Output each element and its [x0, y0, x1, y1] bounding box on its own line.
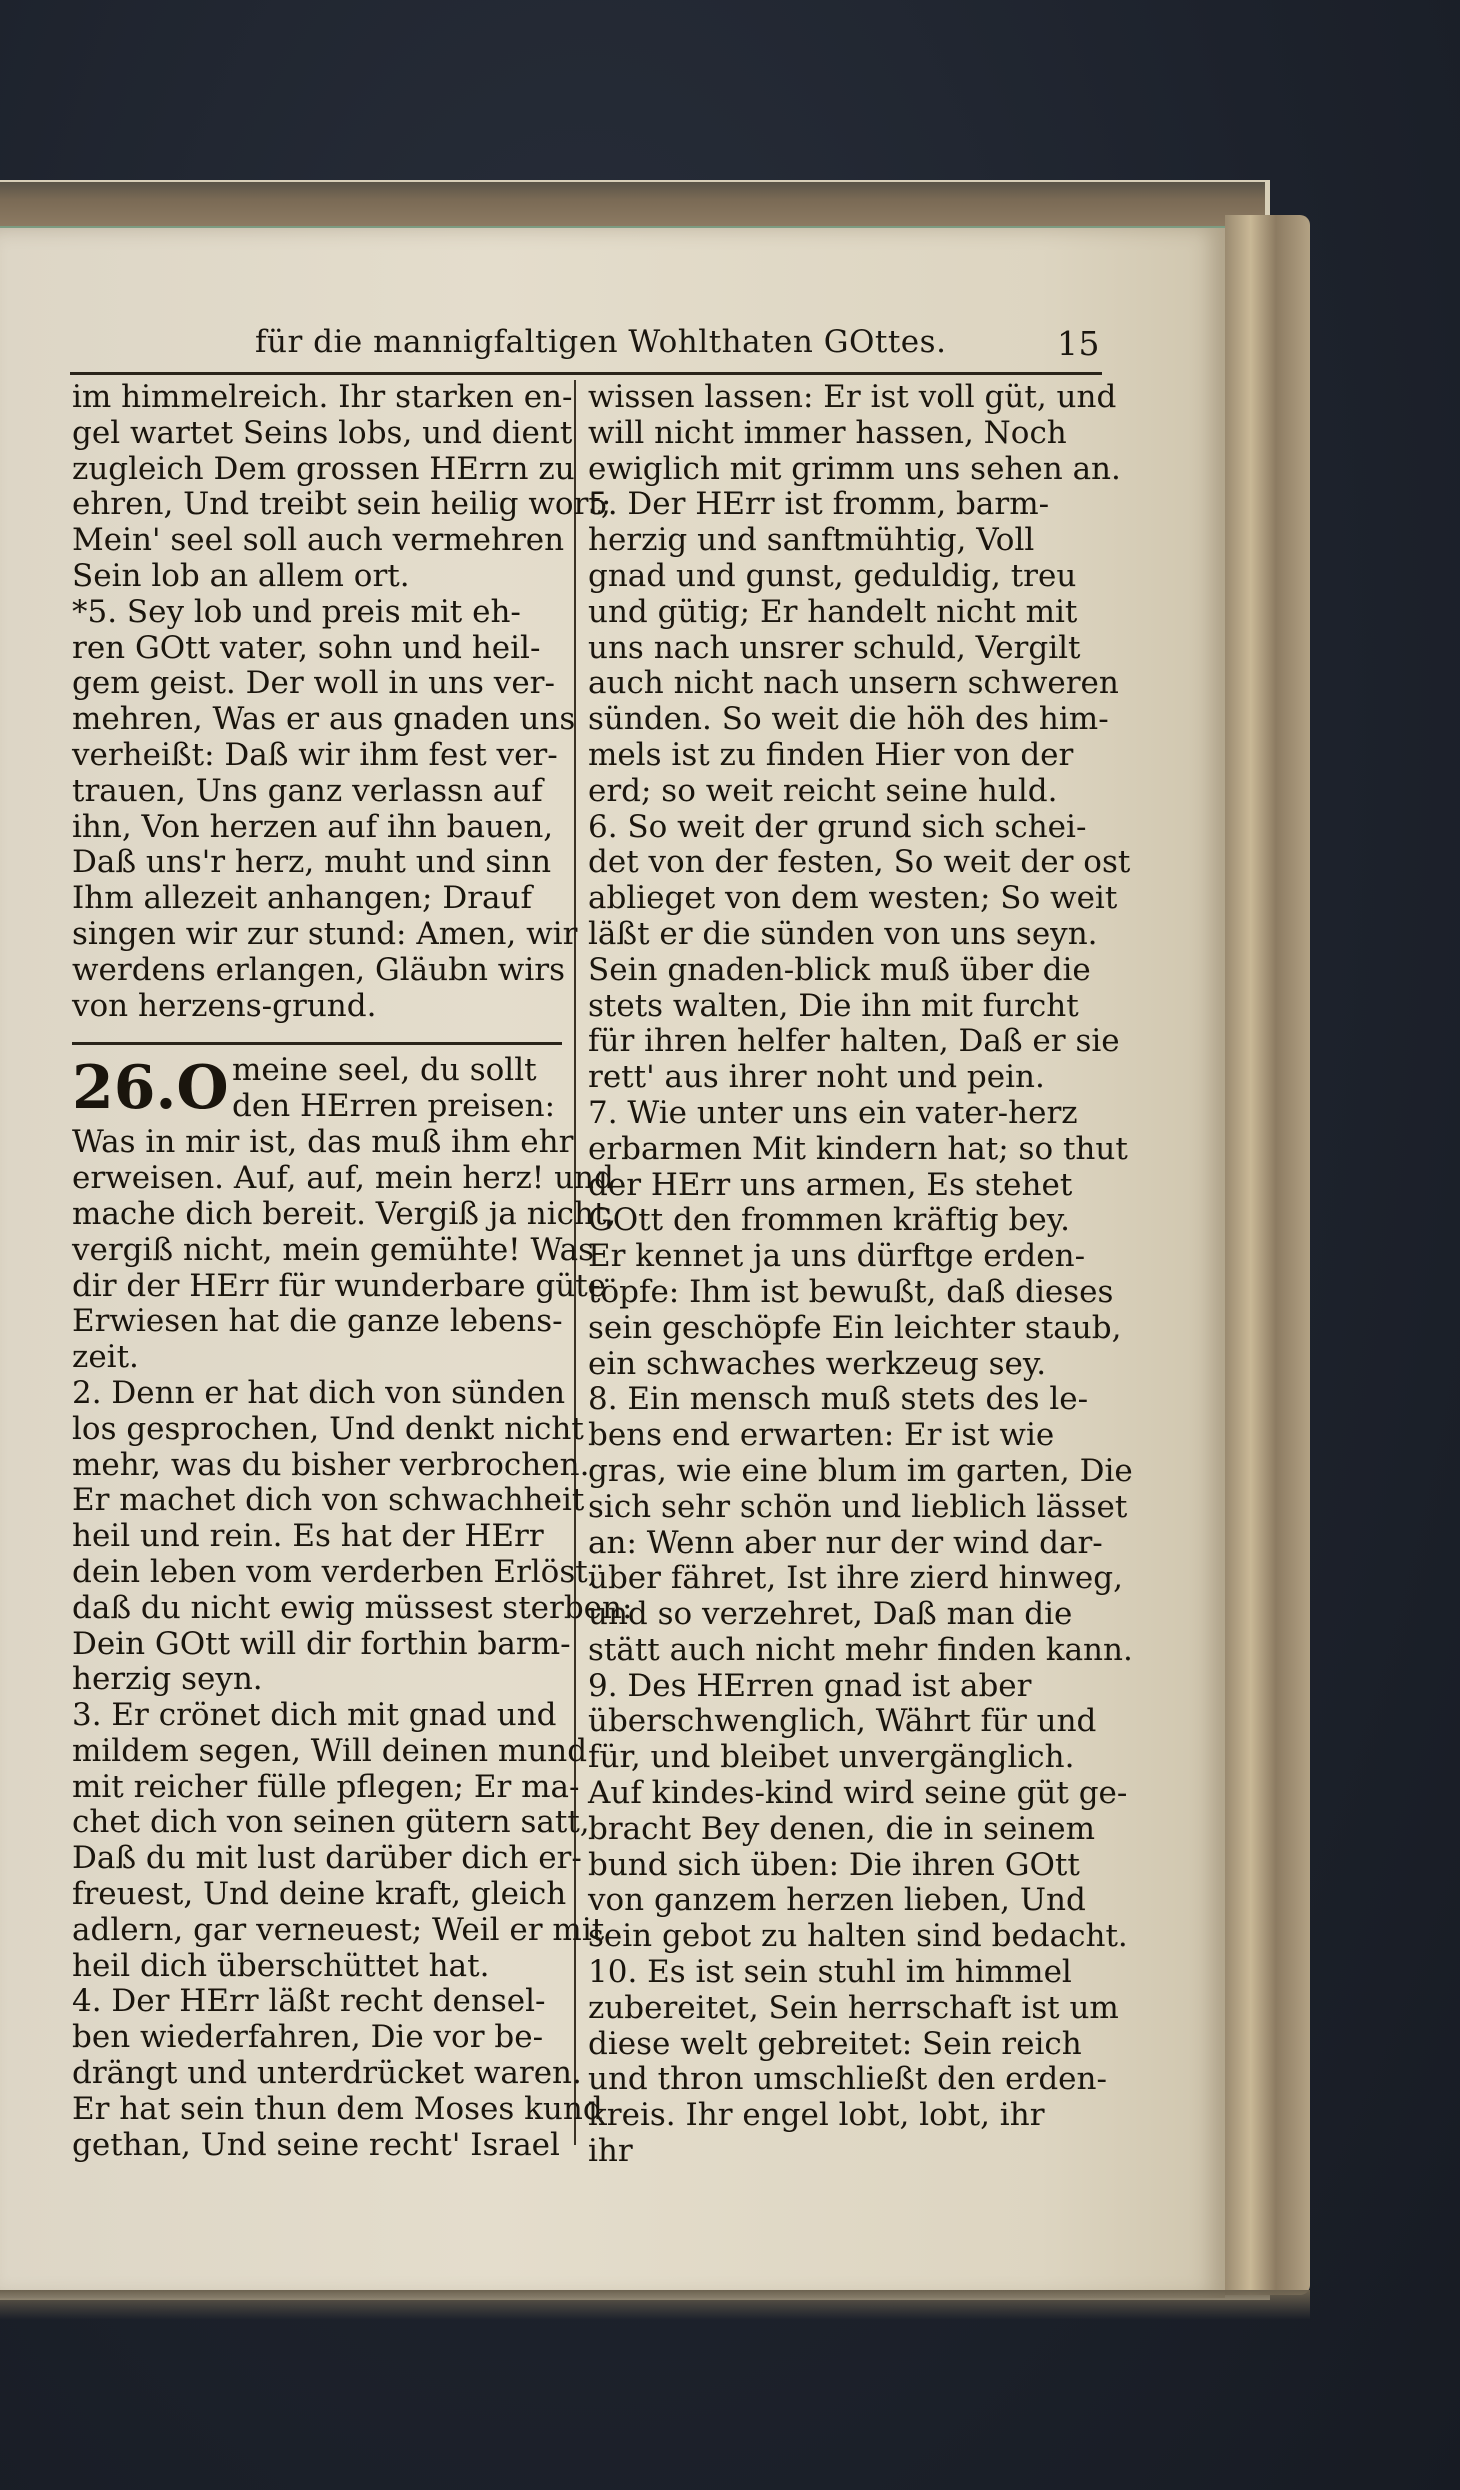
bottom-shadow — [0, 2290, 1310, 2320]
text-line: adlern, gar verneuest; Weil er mit — [72, 1911, 605, 1948]
text-line: werdens erlangen, Gläubn wirs — [72, 951, 565, 988]
text-line: 3. Er crönet dich mit gnad und — [72, 1697, 557, 1734]
left-column — [72, 379, 633, 2163]
page-number: 15 — [1057, 324, 1100, 363]
hymn-number — [72, 1053, 229, 1124]
text-line: der HErr uns armen, Es stehet — [588, 1166, 1073, 1203]
text-line: ben wiederfahren, Die vor be- — [72, 2019, 544, 2056]
text-line: rett' aus ihrer noht und pein. — [588, 1059, 1045, 1096]
text-line: GOtt den frommen kräftig bey. — [588, 1202, 1070, 1239]
text-line: 4. Der HErr läßt recht densel- — [72, 1983, 546, 2020]
text-line: mehren, Was er aus gnaden uns — [72, 701, 576, 738]
text-line: 2. Denn er hat dich von sünden — [72, 1374, 566, 1411]
text-line: Daß du mit lust darüber dich er- — [72, 1840, 582, 1877]
text-line: 9. Des HErren gnad ist aber — [588, 1667, 1032, 1704]
header-rule — [70, 372, 1102, 375]
text-line: wissen lassen: Er ist voll güt, und — [588, 379, 1117, 415]
text-line: bracht Bey denen, die in seinem — [588, 1810, 1096, 1847]
text-line: dein leben vom verderben Erlöst, — [72, 1553, 598, 1590]
text-line: ablieget von dem westen; So weit — [588, 880, 1118, 917]
text-line: und gütig; Er handelt nicht mit — [588, 593, 1078, 630]
text-line: verheißt: Daß wir ihm fest ver- — [72, 736, 558, 773]
page-edges — [1225, 215, 1310, 2295]
text-line: 6. So weit der grund sich schei- — [588, 808, 1087, 845]
text-line: Er hat sein thun dem Moses kund — [72, 2090, 603, 2127]
text-line: daß du nicht ewig müssest sterben: — [72, 1589, 633, 1626]
text-line: ein schwaches werkzeug sey. — [588, 1345, 1047, 1382]
text-line: erd; so weit reicht seine huld. — [588, 772, 1058, 809]
text-line: herzig und sanftmühtig, Voll — [588, 522, 1035, 559]
text-line: von ganzem herzen lieben, Und — [588, 1882, 1086, 1919]
text-line: Sein gnaden-blick muß über die — [588, 951, 1091, 988]
text-line: drängt und unterdrücket waren. — [72, 2055, 582, 2092]
text-line: gnad und gunst, geduldig, treu — [588, 557, 1077, 594]
text-line: 7. Wie unter uns ein vater-herz — [588, 1094, 1078, 1131]
hymn-number-text: 26. — [72, 1053, 177, 1124]
text-line: gem geist. Der woll in uns ver- — [72, 665, 555, 702]
text-line: det von der festen, So weit der ost — [588, 844, 1131, 881]
text-line: über fähret, Ist ihre zierd hinweg, — [588, 1560, 1123, 1597]
text-line: mels ist zu finden Hier von der — [588, 736, 1074, 773]
text-line: Ihm allezeit anhangen; Drauf — [72, 880, 532, 917]
text-line: sich sehr schön und lieblich lässet — [588, 1488, 1128, 1525]
text-line: zubereitet, Sein herrschaft ist um — [588, 1989, 1119, 2026]
right-verses — [588, 379, 1133, 2170]
text-line: Mein' seel soll auch vermehren — [72, 522, 565, 559]
text-line: sein geschöpfe Ein leichter staub, — [588, 1309, 1122, 1346]
left-top-verses — [72, 379, 612, 1024]
text-line: heil und rein. Es hat der HErr — [72, 1518, 544, 1555]
text-line: ihn, Von herzen auf ihn bauen, — [72, 808, 554, 845]
text-line: bens end erwarten: Er ist wie — [588, 1417, 1055, 1454]
text-line: 8. Ein mensch muß stets des le- — [588, 1381, 1089, 1418]
text-line: 10. Es ist sein stuhl im himmel — [588, 1954, 1072, 1991]
text-line: heil dich überschüttet hat. — [72, 1947, 490, 1984]
text-line: zugleich Dem grossen HErrn zu — [72, 450, 575, 487]
text-line: töpfe: Ihm ist bewußt, daß dieses — [588, 1273, 1114, 1310]
text-line: erbarmen Mit kindern hat; so thut — [588, 1130, 1128, 1167]
text-line: freuest, Und deine kraft, gleich — [72, 1876, 567, 1913]
text-line: los gesprochen, Und denkt nicht — [72, 1410, 584, 1447]
text-line: mache dich bereit. Vergiß ja nicht, — [72, 1195, 617, 1232]
hymn-heading — [72, 1053, 562, 1125]
text-line: Sein lob an allem ort. — [72, 557, 410, 594]
text-line: Dein GOtt will dir forthin barm- — [72, 1625, 571, 1662]
text-line: stätt auch nicht mehr finden kann. — [588, 1631, 1133, 1668]
text-line: ewiglich mit grimm uns sehen an. — [588, 450, 1121, 487]
text-line: ihr — [588, 2133, 633, 2170]
text-line: gras, wie eine blum im garten, Die — [588, 1452, 1133, 1489]
text-line: stets walten, Die ihn mit furcht — [588, 987, 1079, 1024]
text-line: trauen, Uns ganz verlassn auf — [72, 772, 543, 809]
hymn-second-line: den HErren preisen: — [232, 1088, 556, 1125]
text-line: mehr, was du bisher verbrochen. — [72, 1446, 590, 1483]
text-line: sünden. So weit die höh des him- — [588, 701, 1109, 738]
running-header — [255, 320, 1100, 372]
text-line: im himmelreich. Ihr starken en- — [72, 379, 573, 415]
text-line: ren GOtt vater, sohn und heil- — [72, 629, 541, 666]
text-line: 5. Der HErr ist fromm, barm- — [588, 486, 1050, 523]
text-line: an: Wenn aber nur der wind dar- — [588, 1524, 1103, 1561]
text-line: kreis. Ihr engel lobt, lobt, ihr — [588, 2097, 1045, 2134]
right-column — [588, 379, 1133, 2170]
text-line: zeit. — [72, 1339, 139, 1376]
text-line: Er machet dich von schwachheit — [72, 1482, 585, 1519]
text-line: *5. Sey lob und preis mit eh- — [72, 593, 521, 630]
text-line: mit reicher fülle pflegen; Er ma- — [72, 1768, 580, 1805]
text-line: Auf kindes-kind wird seine güt ge- — [588, 1775, 1128, 1812]
text-line: mildem segen, Will deinen mund — [72, 1732, 588, 1769]
text-line: uns nach unsrer schuld, Vergilt — [588, 629, 1081, 666]
text-line: gethan, Und seine recht' Israel — [72, 2126, 560, 2163]
text-line: ehren, Und treibt sein heilig wort; — [72, 486, 612, 523]
hymn-first-line: meine seel, du sollt — [232, 1052, 537, 1089]
text-line: erweisen. Auf, auf, mein herz! und — [72, 1160, 614, 1197]
hymn-separator-rule — [72, 1042, 562, 1045]
text-line: überschwenglich, Währt für und — [588, 1703, 1097, 1740]
book-top-edge — [0, 182, 1265, 232]
text-line: sein gebot zu halten sind bedacht. — [588, 1918, 1128, 1955]
text-line: dir der HErr für wunderbare güte — [72, 1267, 606, 1304]
text-line: Was in mir ist, das muß ihm ehr — [72, 1124, 574, 1161]
text-line: herzig seyn. — [72, 1661, 263, 1698]
text-line: und so verzehret, Daß man die — [588, 1596, 1073, 1633]
hymn-initial: O — [176, 1053, 229, 1124]
text-line: Er kennet ja uns dürftge erden- — [588, 1238, 1086, 1275]
text-line: von herzens-grund. — [72, 987, 377, 1024]
text-line: für ihren helfer halten, Daß er sie — [588, 1023, 1120, 1060]
text-line: auch nicht nach unsern schweren — [588, 665, 1119, 702]
header-title: für die mannigfaltigen Wohlthaten GOttes. — [255, 324, 947, 360]
text-line: Erwiesen hat die ganze lebens- — [72, 1303, 563, 1340]
text-line: bund sich üben: Die ihren GOtt — [588, 1846, 1080, 1883]
text-line: vergiß nicht, mein gemühte! Was — [72, 1231, 595, 1268]
text-line: und thron umschließt den erden- — [588, 2061, 1107, 2098]
text-line: will nicht immer hassen, Noch — [588, 414, 1067, 451]
text-line: Daß uns'r herz, muht und sinn — [72, 844, 552, 881]
text-line: gel wartet Seins lobs, und dient — [72, 414, 573, 451]
text-line: diese welt gebreitet: Sein reich — [588, 2025, 1082, 2062]
text-line: für, und bleibet unvergänglich. — [588, 1739, 1075, 1776]
text-line: chet dich von seinen gütern satt, — [72, 1804, 590, 1841]
text-line: singen wir zur stund: Amen, wir — [72, 915, 578, 952]
text-line: läßt er die sünden von uns seyn. — [588, 915, 1098, 952]
